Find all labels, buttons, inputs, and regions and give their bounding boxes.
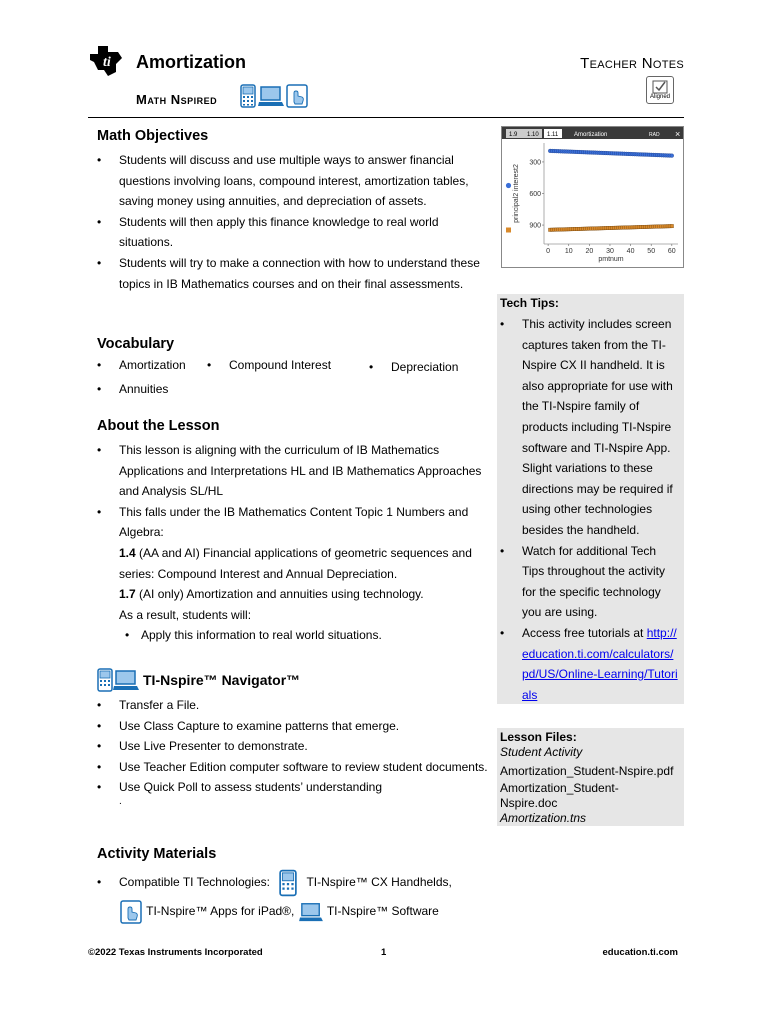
section-heading: TI-Nspire™ Navigator™ bbox=[143, 672, 301, 688]
list-item bbox=[97, 868, 489, 925]
teacher-notes-label: Teacher Notes bbox=[580, 55, 684, 72]
section-heading: Math Objectives bbox=[97, 128, 209, 144]
navigator-section bbox=[97, 668, 489, 806]
x-tick-label: 40 bbox=[626, 248, 635, 255]
footer-page-number: 1 bbox=[381, 947, 387, 958]
section-heading: About the Lesson bbox=[97, 418, 220, 434]
student-activity-label: Student Activity bbox=[500, 745, 583, 759]
screen-doc-name: Amortization bbox=[574, 132, 608, 138]
math-nspired-label: Math Nspired bbox=[136, 92, 218, 107]
file-name: Amortization_Student-Nspire.pdf bbox=[500, 764, 674, 778]
topic-text: (AI only) Amortization and annuities using technology. bbox=[135, 587, 424, 602]
x-tick-label: 30 bbox=[606, 248, 614, 255]
y-axis-label: principal2 interest2 bbox=[513, 164, 520, 223]
footer-copyright: ©2022 Texas Instruments Incorporated bbox=[88, 947, 263, 958]
close-icon: × bbox=[675, 129, 681, 139]
laptop-icon bbox=[258, 84, 284, 108]
handheld-icon bbox=[97, 668, 113, 692]
data-point bbox=[670, 154, 674, 158]
materials-handhelds: TI-Nspire™ CX Handhelds, bbox=[306, 875, 452, 889]
list-item bbox=[97, 502, 489, 646]
list-item: • This lesson is aligning with the curriculum of IB Mathematics Applications and Interpretations HL and IB Mathematics Approaches and Analysis SL/HL bbox=[97, 440, 489, 502]
handheld-screenshot bbox=[501, 126, 684, 268]
file-name: Amortization.tns bbox=[500, 811, 587, 825]
list-item: • Transfer a File. bbox=[97, 695, 489, 716]
materials-software: TI-Nspire™ Software bbox=[326, 903, 439, 918]
handheld-icon bbox=[279, 869, 297, 897]
y-tick-label: 600 bbox=[529, 191, 541, 198]
x-tick-label: 10 bbox=[564, 248, 573, 255]
screen-tab-label: 1.9 bbox=[509, 132, 518, 138]
vocab-row bbox=[97, 358, 489, 382]
result-intro: As a result, students will: bbox=[119, 607, 252, 622]
aligned-badge bbox=[646, 76, 674, 104]
file-name: Amortization_Student-Nspire.doc bbox=[500, 781, 619, 810]
list-item bbox=[500, 623, 678, 705]
aligned-badge-label: Aligned bbox=[649, 94, 670, 100]
handheld-icon bbox=[240, 84, 256, 108]
vocab-term: • Annuities bbox=[97, 382, 168, 396]
ipad-icon bbox=[119, 900, 143, 924]
vocabulary-section bbox=[97, 336, 489, 406]
activity-materials-section bbox=[97, 846, 489, 925]
legend-square-icon bbox=[506, 228, 511, 233]
screen-tab-label: 1.11 bbox=[547, 132, 559, 138]
screen-tab-label: 1.10 bbox=[527, 132, 539, 138]
x-axis-label: pmtnum bbox=[598, 256, 624, 263]
ipad-icon bbox=[286, 84, 308, 108]
tech-tips-heading: Tech Tips: bbox=[500, 296, 559, 310]
header-rule bbox=[88, 117, 684, 118]
laptop-icon bbox=[113, 668, 139, 692]
lesson-files-heading: Lesson Files: bbox=[500, 730, 577, 744]
vocab-term: • Depreciation bbox=[369, 360, 458, 374]
math-objectives-section bbox=[97, 128, 489, 294]
list-item: • Students will then apply this finance knowledge to real world situations. bbox=[97, 212, 489, 253]
topic-number: 1.7 bbox=[119, 587, 136, 602]
footer-site: education.ti.com bbox=[602, 947, 678, 958]
laptop-icon bbox=[298, 901, 324, 923]
y-tick-label: 300 bbox=[529, 159, 541, 167]
topic-intro: This falls under the IB Mathematics Content Topic 1 Numbers and Algebra: bbox=[119, 504, 469, 540]
materials-apps: TI-Nspire™ Apps for iPad®, bbox=[146, 903, 295, 918]
topic-number: 1.4 bbox=[119, 545, 136, 560]
about-lesson-section bbox=[97, 418, 489, 646]
data-point bbox=[670, 224, 673, 227]
section-heading: Vocabulary bbox=[97, 336, 175, 352]
section-heading: Activity Materials bbox=[97, 846, 217, 862]
document-title: Amortization bbox=[136, 52, 246, 72]
topic-text: (AA and AI) Financial applications of geometric sequences and series: Compound Interest and Annual Depreciation. bbox=[119, 545, 472, 581]
tutorials-link[interactable]: http://education.ti.com/calculators/pd/US/Online-Learning/Tutorials bbox=[522, 625, 678, 702]
checkmark-icon bbox=[652, 80, 668, 94]
navigator-heading bbox=[97, 668, 489, 692]
x-tick-label: 0 bbox=[546, 248, 551, 255]
list-item: • Students will discuss and use multiple ways to answer financial questions involving loans, compound interest, amortization tables, saving money using annuities, and depreciation of assets. bbox=[97, 150, 489, 212]
lesson-files-box bbox=[497, 728, 684, 826]
x-tick-label: 60 bbox=[667, 248, 676, 255]
tip-text: Access free tutorials at bbox=[522, 625, 647, 640]
list-item: • Use Class Capture to examine patterns that emerge. bbox=[97, 716, 489, 737]
page-header bbox=[88, 44, 684, 118]
list-item: • Apply this information to real world situations. bbox=[119, 625, 489, 646]
list-item: • Watch for additional Tech Tips throughout the activity for the specific technology you are using. bbox=[500, 541, 678, 623]
materials-intro: Compatible TI Technologies: bbox=[119, 875, 270, 889]
trailing-period: . bbox=[119, 795, 122, 807]
legend-circle-icon bbox=[506, 183, 511, 188]
x-tick-label: 20 bbox=[585, 248, 594, 255]
tech-tips-box bbox=[497, 294, 684, 704]
scatter-plot bbox=[502, 127, 683, 267]
list-item: • This activity includes screen captures taken from the TI-Nspire CX II handheld. It is also appropriate for use with the TI-Nspire family of products including TI-Nspire software and TI-Nspire App. Slight variations to these directions may be required if using other technologies besides the handheld. bbox=[500, 314, 678, 541]
svg-text:ti: ti bbox=[103, 55, 111, 70]
vocab-term: • Amortization bbox=[97, 358, 186, 372]
x-tick-label: 50 bbox=[647, 248, 656, 255]
list-item: • Use Quick Poll to assess students’ understanding bbox=[97, 777, 489, 798]
vocab-term: • Compound Interest bbox=[207, 358, 331, 372]
y-tick-label: 900 bbox=[529, 222, 541, 230]
list-item: • Use Teacher Edition computer software to review student documents. bbox=[97, 757, 489, 778]
technology-icons bbox=[240, 84, 308, 108]
ti-logo-icon bbox=[88, 44, 124, 78]
list-item: • Students will try to make a connection with how to understand these topics in IB Mathematics courses and on their final assessments. bbox=[97, 253, 489, 294]
list-item: • Use Live Presenter to demonstrate. bbox=[97, 736, 489, 757]
screen-mode: RAD bbox=[649, 132, 660, 138]
vocab-row bbox=[97, 382, 489, 406]
